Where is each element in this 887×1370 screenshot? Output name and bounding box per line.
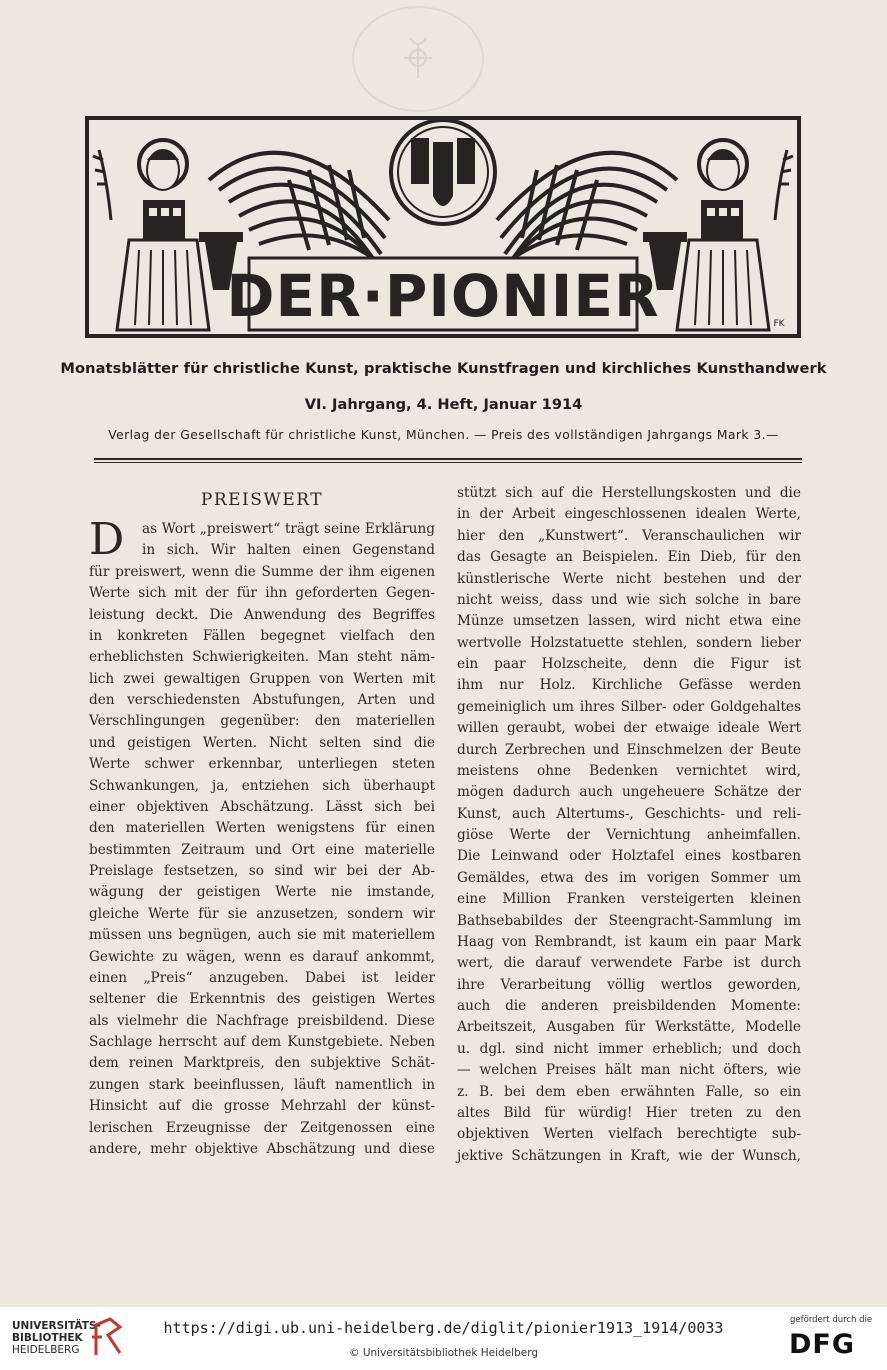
funding-label: gefördert durch die [790, 1315, 873, 1325]
text-line: meistens ohne Bedenken vernichtet wird, [457, 762, 801, 779]
publisher-line: Verlag der Gesellschaft für christliche Kunst, München. — Preis des vollständigen Jahrgangs Mark 3.— [108, 428, 779, 442]
text-line: auch die anderen preisbildenden Momente: [457, 998, 801, 1014]
text-line: als vielmehr die Nachfrage preisbildend. Diese [89, 1012, 435, 1029]
text-line: nicht weiss, dass und wie sich solche in bare [457, 591, 801, 608]
text-line: objektiven Werten vielfach berechtigte sub- [457, 1126, 801, 1143]
divider-rule-thin [94, 462, 802, 463]
text-line: Gemäldes, etwa des im vorigen Sommer um [457, 869, 801, 886]
text-line: z. B. bei dem eben erwähnten Falle, so ein [457, 1083, 801, 1100]
artist-monogram: FK [773, 319, 785, 329]
masthead-illustration [89, 120, 797, 334]
text-line: Verschlingungen gegenüber: den materiellen [89, 713, 435, 730]
text-line: Hinsicht auf die grosse Mehrzahl der künst- [89, 1098, 435, 1115]
text-line: Münze umsetzen lassen, wird nicht etwa eine [457, 613, 801, 630]
text-line: wert, die darauf verwendete Farbe ist durch [457, 955, 801, 972]
masthead-title: DER·PIONIER [226, 262, 660, 330]
text-line: dem reinen Marktpreis, den subjektive Schät- [89, 1055, 435, 1072]
text-line: leistung deckt. Die Anwendung des Begriffes [89, 606, 435, 623]
article-column-right [457, 483, 801, 1167]
digitization-footer [0, 1307, 887, 1370]
text-line: den verschiedensten Abstufungen, Arten und [89, 692, 435, 708]
issue-line: VI. Jahrgang, 4. Heft, Januar 1914 [304, 396, 583, 413]
text-line: altes Bild für würdig! Hier treten zu den [457, 1104, 801, 1121]
text-line: ihm nur Holz. Kirchliche Gefässe werden [457, 677, 801, 694]
text-line: stützt sich auf die Herstellungskosten und die [457, 485, 801, 501]
library-name-line-3: HEIDELBERG [12, 1344, 80, 1356]
text-line: Preislage festsetzen, so sind wir bei der Ab- [89, 863, 435, 879]
drop-cap: D [89, 514, 125, 565]
text-line: lich zwei gewaltigen Gruppen von Werten mit [89, 670, 435, 687]
text-line: Werte sich mit der für ihn geforderten Gegen- [89, 585, 435, 602]
text-line: lerischen Erzeugnisse der Zeitgenossen eine [89, 1119, 435, 1136]
text-line: künstlerische Werte nicht bestehen und der [457, 570, 801, 587]
text-line: in der Arbeit eingeschlossenen idealen Werte, [457, 506, 801, 523]
shield-emblem-icon [391, 120, 495, 224]
text-line: einen „Preis“ anzugeben. Dabei ist leider [89, 969, 435, 986]
article-heading: PREISWERT [200, 490, 324, 510]
text-line: und geistigen Werten. Nicht selten sind die [89, 734, 435, 751]
text-line: jektive Schätzungen in Kraft, wie der Wunsch, [457, 1147, 801, 1164]
text-line: ein paar Holzscheite, denn die Figur ist [457, 656, 801, 672]
text-line: Die Leinwand oder Holztafel eines kostbaren [457, 848, 801, 865]
article-column-left [89, 483, 435, 1160]
text-line: giöse Werte der Vernichtung anheimfallen. [457, 827, 801, 843]
article-body-left [89, 514, 435, 1160]
divider-rule [94, 458, 802, 460]
text-line: hier den „Kunstwert“. Veranschaulichen wir [457, 527, 801, 544]
text-line: müssen uns begnügen, auch sie mit materiellem [89, 927, 435, 944]
library-name-line-1: UNIVERSITÄTS- [12, 1320, 101, 1332]
text-line: durch Zerbrechen und Einschmelzen der Beute [457, 741, 801, 758]
text-line: zungen stark beeinflussen, läuft namentlich in [89, 1076, 435, 1093]
text-line: für preiswert, wenn die Summe der ihm eigenen [89, 563, 435, 580]
copyright-notice: © Universitätsbibliothek Heidelberg [348, 1347, 538, 1359]
text-line: as Wort „preiswert“ trägt seine Erklärung [142, 521, 435, 537]
text-line: bestimmten Zeitraum und Ort eine materielle [89, 841, 435, 858]
text-line: einer objektiven Abschätzung. Lässt sich bei [89, 798, 435, 815]
text-line: wägung der geistigen Werte nie imstande, [89, 884, 435, 901]
text-line: willen geraubt, wobei der etwaige ideale Wert [457, 720, 801, 737]
text-line: Werte schwer erkennbar, unterliegen steten [89, 756, 435, 773]
text-line: Gewichte zu wägen, wenn es darauf ankommt, [89, 948, 435, 965]
text-line: Kunst, auch Altertums-, Geschichts- und reli- [457, 805, 801, 822]
library-name-line-2: BIBLIOTHEK [12, 1332, 83, 1344]
text-line: in konkreten Fällen begegnet vielfach den [89, 627, 435, 644]
text-line: Bathsebabildes der Steengracht-Sammlung im [457, 912, 801, 929]
text-line: das Gesagte an Beispielen. Ein Dieb, für den [457, 549, 801, 566]
dfg-logo[interactable]: DFG [789, 1329, 856, 1360]
text-line: — welchen Preises hält man nicht öfters, wie [457, 1062, 801, 1079]
text-line: eine Million Franken versteigerten kleinen [457, 891, 801, 908]
text-line: den materiellen Werten wenigstens für einen [89, 820, 435, 837]
permalink-url[interactable]: https://digi.ub.uni-heidelberg.de/diglit/pionier1913_1914/0033 [163, 1319, 724, 1337]
text-line: andere, mehr objektive Abschätzung und diese [89, 1140, 435, 1157]
masthead-banner [85, 116, 801, 338]
text-line: seltener die Erkenntnis des geistigen Wertes [89, 991, 435, 1008]
article-body-right [457, 483, 801, 1167]
text-line: gemeiniglich um ihres Silber- oder Goldgehaltes [457, 698, 801, 715]
text-line: ihre Verarbeitung völlig wertlos geworden, [457, 976, 801, 993]
text-line: Sachlage herrscht auf dem Kunstgebiete. Neben [89, 1034, 435, 1050]
journal-subtitle: Monatsblätter für christliche Kunst, praktische Kunstfragen und kirchliches Kunsthandwerk [60, 360, 827, 377]
library-stamp [352, 6, 484, 112]
text-line: in sich. Wir halten einen Gegenstand [142, 542, 435, 559]
text-line: erheblichsten Schwierigkeiten. Man steht näm- [89, 649, 435, 666]
text-line: Arbeitszeit, Ausgaben für Werkstätte, Modelle [457, 1019, 801, 1036]
text-line: Haag von Rembrandt, ist kaum ein paar Mark [457, 933, 801, 950]
text-line: gleiche Werte für sie anzusetzen, sondern wir [89, 905, 435, 922]
text-line: mögen dadurch auch ungeheuere Schätze der [457, 784, 801, 801]
text-line: u. dgl. sind nicht immer erheblich; und doch [457, 1040, 801, 1057]
text-line: Schwankungen, ja, entziehen sich überhaupt [89, 777, 435, 794]
text-line: wertvolle Holzstatuette stehlen, sondern lieber [457, 634, 801, 651]
